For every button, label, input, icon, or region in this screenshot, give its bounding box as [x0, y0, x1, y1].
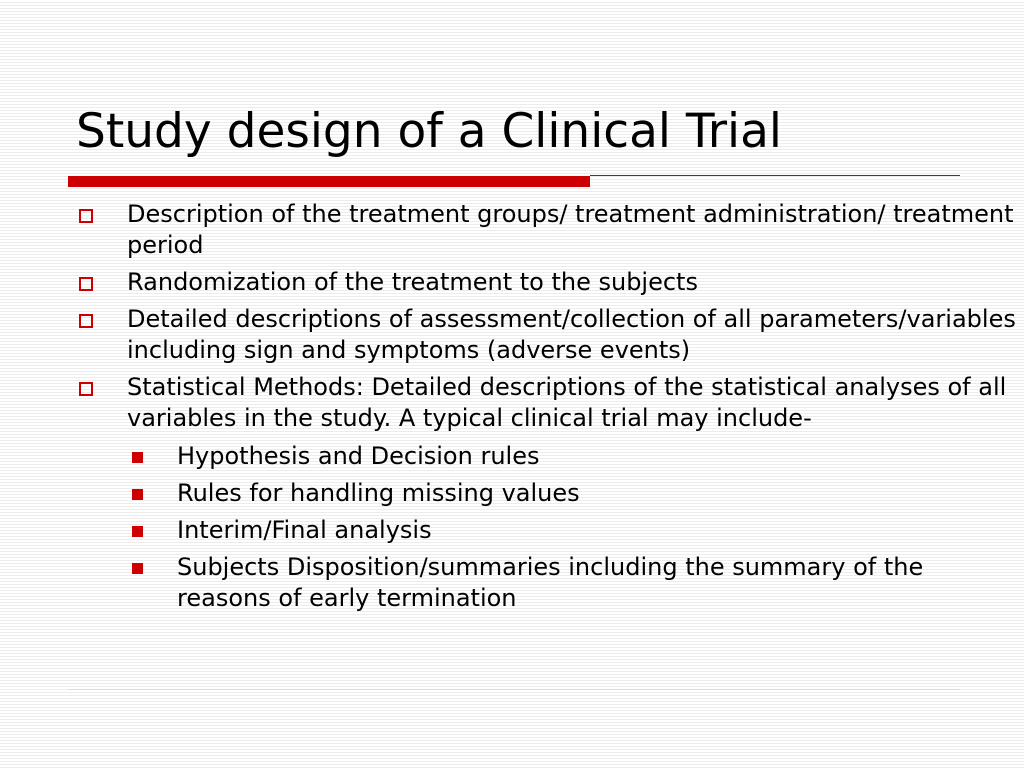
bottom-divider [68, 689, 960, 690]
slide-title: Study design of a Clinical Trial [76, 104, 782, 159]
hollow-square-bullet-icon [79, 209, 93, 223]
hollow-square-bullet-icon [79, 314, 93, 328]
hollow-square-bullet-icon [79, 382, 93, 396]
bullet-text: Detailed descriptions of assessment/collection of all parameters/variables including sign and symptoms (adverse events) [127, 305, 1016, 364]
filled-square-bullet-icon [132, 526, 143, 537]
sub-bullet-text: Rules for handling missing values [177, 479, 580, 507]
sub-bullet-text: Subjects Disposition/summaries including the summary of the reasons of early termination [177, 553, 924, 612]
title-underline-thin [590, 175, 960, 176]
sub-bullet-text: Hypothesis and Decision rules [177, 442, 540, 470]
slide-content [76, 199, 1016, 620]
bullet-item-statistical-methods [76, 372, 1016, 614]
title-underline-thick [68, 176, 590, 187]
filled-square-bullet-icon [132, 563, 143, 574]
sub-bullet-item-hypothesis [127, 441, 1016, 472]
bullet-list [76, 199, 1016, 614]
sub-bullet-item-missing-values [127, 478, 1016, 509]
bullet-item-treatment-groups [76, 199, 1016, 261]
sub-bullet-text: Interim/Final analysis [177, 516, 432, 544]
bullet-item-randomization [76, 267, 1016, 298]
bullet-text: Statistical Methods: Detailed descriptions of the statistical analyses of all variables in the study. A typical clinical trial may include- [127, 373, 1007, 432]
bullet-item-assessment [76, 304, 1016, 366]
sub-bullet-item-disposition [127, 552, 1016, 614]
filled-square-bullet-icon [132, 489, 143, 500]
sub-bullet-list [127, 441, 1016, 614]
hollow-square-bullet-icon [79, 277, 93, 291]
bullet-text: Randomization of the treatment to the subjects [127, 268, 698, 296]
filled-square-bullet-icon [132, 452, 143, 463]
sub-bullet-item-interim-analysis [127, 515, 1016, 546]
bullet-text: Description of the treatment groups/ treatment administration/ treatment period [127, 200, 1014, 259]
